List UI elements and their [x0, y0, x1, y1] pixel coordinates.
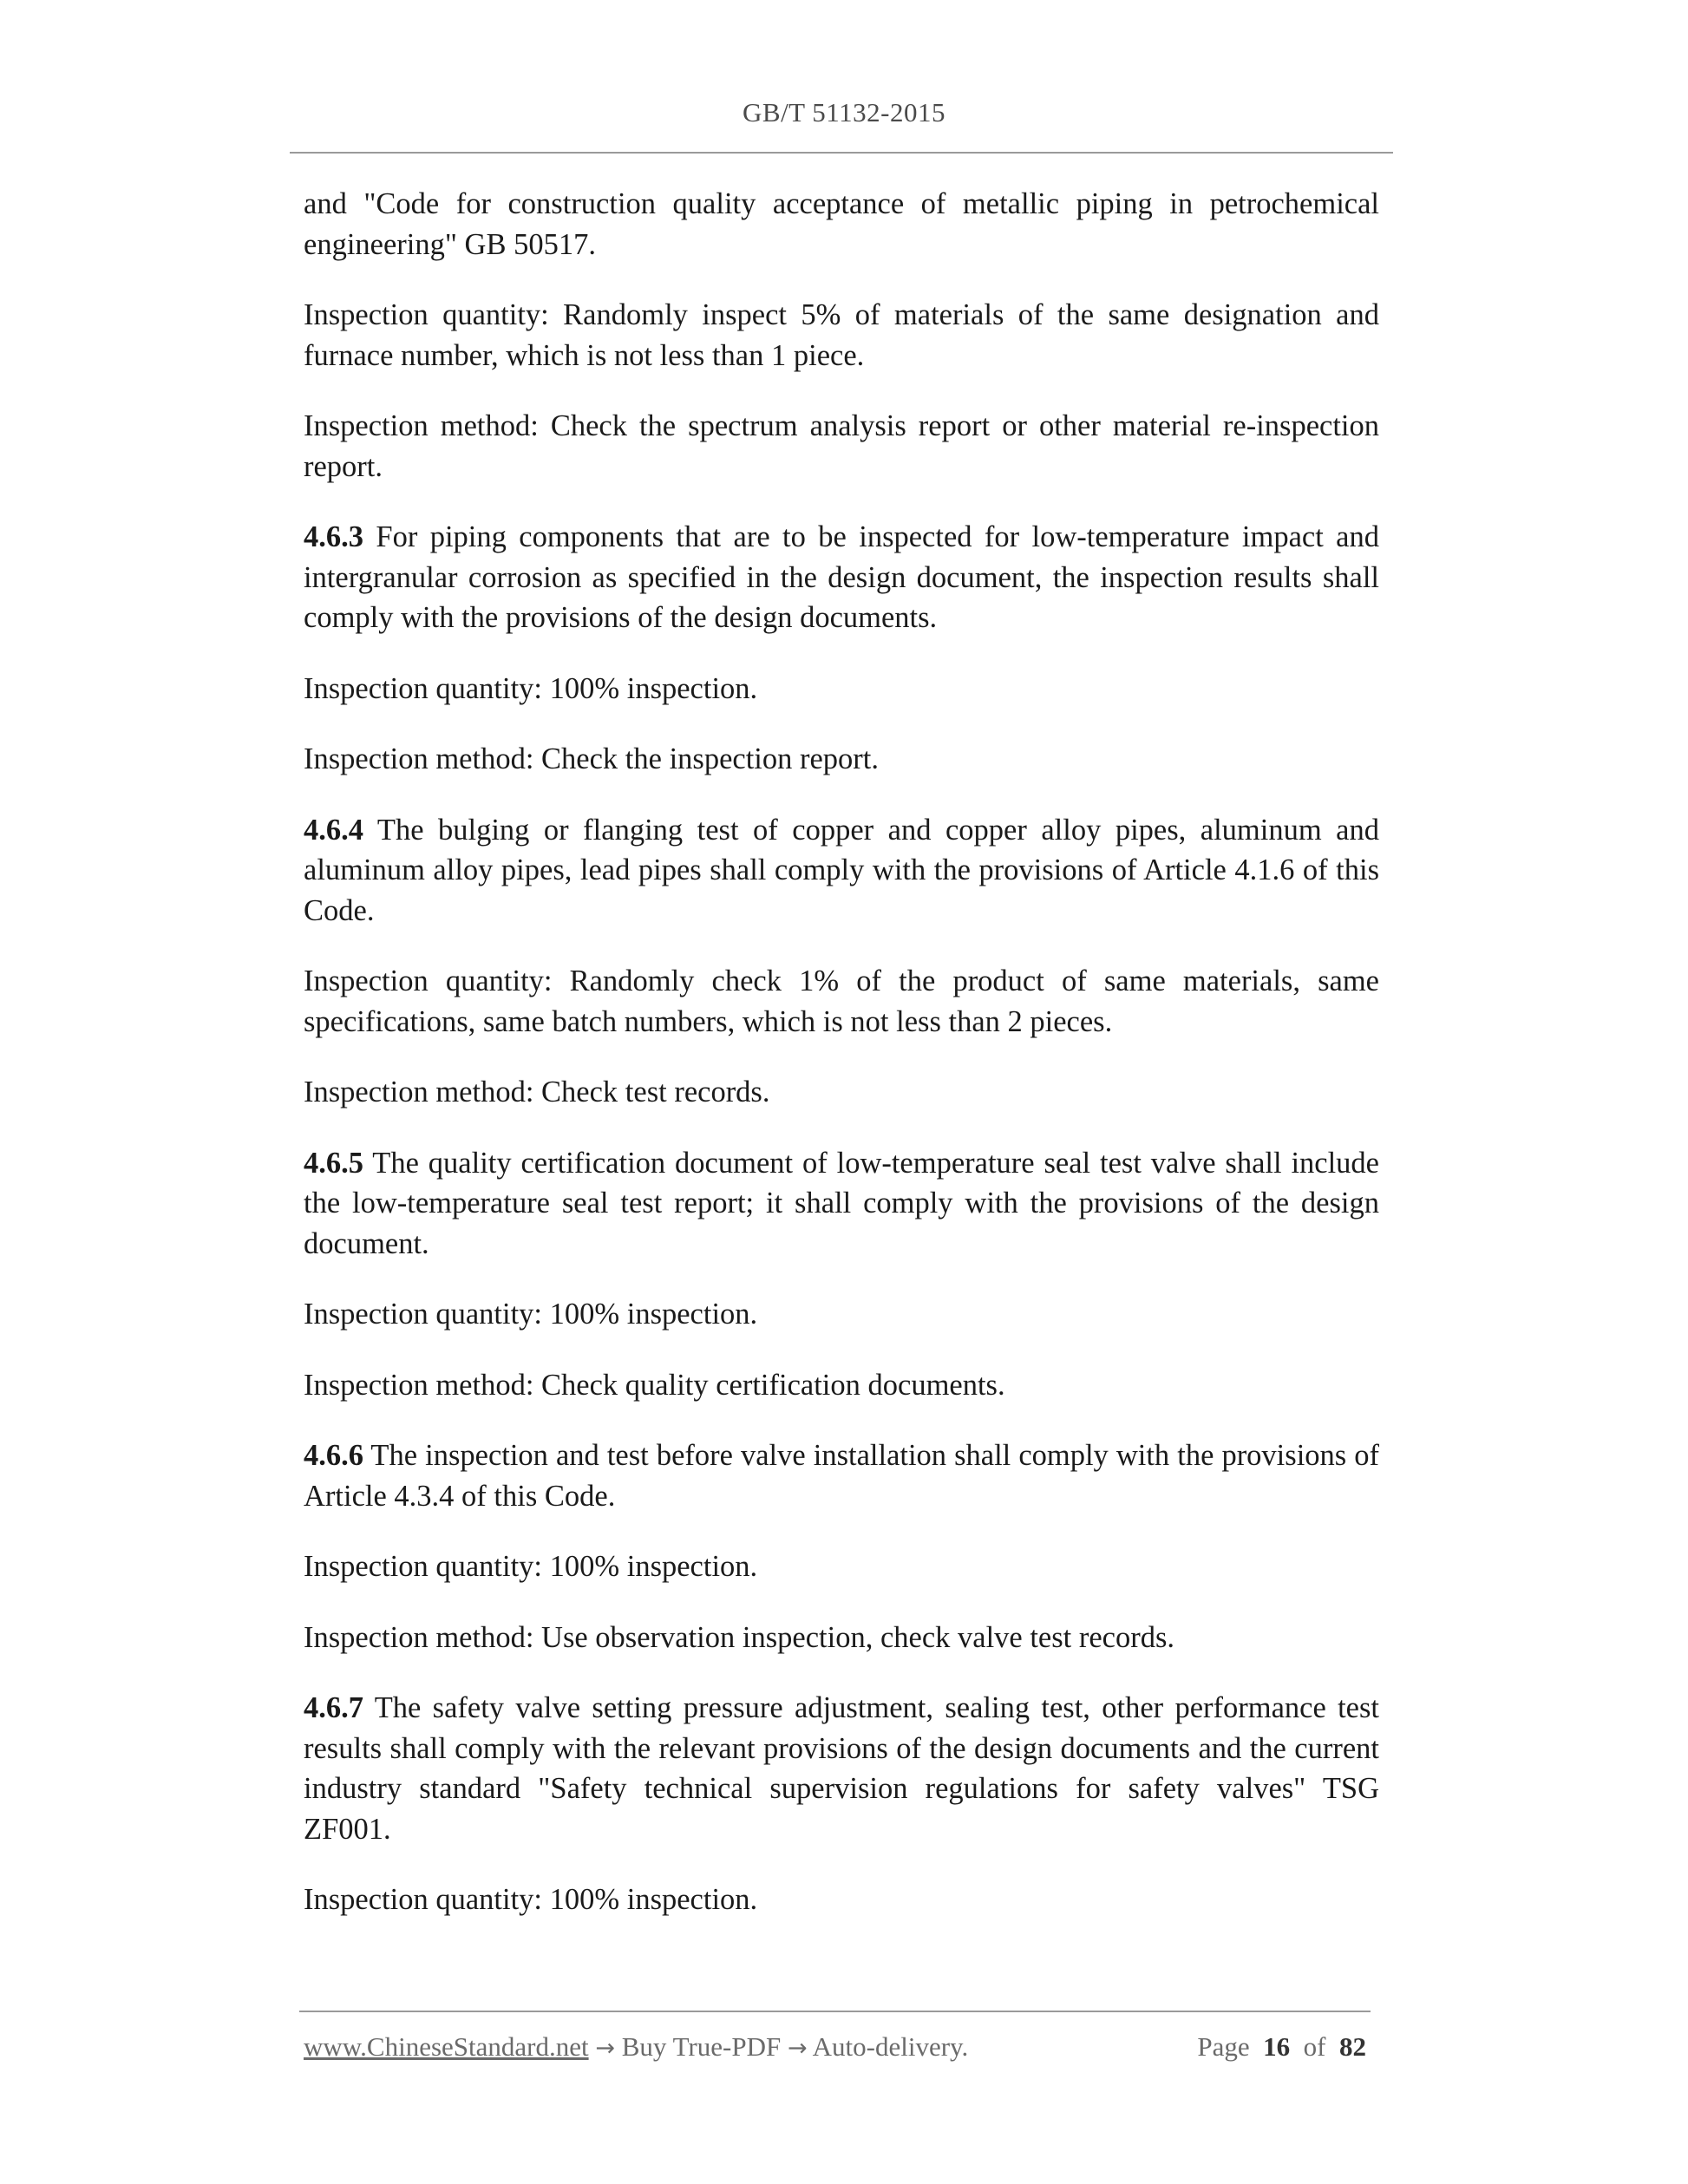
- clause-text: The inspection and test before valve installation shall comply with the provisions of Article 4.3.4 of this Code.: [304, 1439, 1379, 1513]
- clause-number: 4.6.5: [304, 1146, 363, 1180]
- clause-number: 4.6.7: [304, 1691, 363, 1724]
- buy-pdf-text: Buy True-PDF: [621, 2031, 782, 2062]
- clause-4-6-5: [304, 1143, 1379, 1265]
- clause-text: The quality certification document of low-temperature seal test valve shall include the low-temperature seal test report; it shall comply with the provisions of the design document.: [304, 1146, 1379, 1260]
- paragraph: Inspection quantity: 100% inspection.: [304, 1298, 758, 1331]
- paragraph: Inspection quantity: 100% inspection.: [304, 671, 758, 705]
- clause-4-6-4: [304, 810, 1379, 932]
- page-indicator: [1197, 2031, 1366, 2063]
- paragraph: Inspection quantity: Randomly inspect 5% of materials of the same designation and furnace number, which is not less than 1 piece.: [304, 298, 1379, 372]
- paragraph: Inspection method: Check test records.: [304, 1076, 770, 1108]
- clause-text: For piping components that are to be inspected for low-temperature impact and intergranular corrosion as specified in the design document, the inspection results shall comply with the provisions of the design documents.: [304, 520, 1379, 634]
- of-label: of: [1303, 2031, 1326, 2062]
- page-total: 82: [1339, 2031, 1366, 2062]
- footer-divider: [299, 2011, 1371, 2012]
- clause-number: 4.6.4: [304, 813, 363, 847]
- clause-text: The safety valve setting pressure adjustment, sealing test, other performance test results shall comply with the relevant provisions of the design documents and the current industry standard "Safety technical supervision regulations for safety valves" TSG ZF001.: [304, 1691, 1379, 1846]
- paragraph: Inspection method: Check the inspection report.: [304, 742, 879, 775]
- clause-number: 4.6.3: [304, 520, 363, 553]
- clause-number: 4.6.6: [304, 1439, 363, 1472]
- paragraph: Inspection method: Check the spectrum analysis report or other material re-inspection report.: [304, 409, 1379, 483]
- website-link[interactable]: www.ChineseStandard.net: [304, 2031, 589, 2062]
- page-header-title: GB/T 51132-2015: [743, 97, 945, 128]
- arrow-right-icon: →: [787, 2035, 808, 2062]
- paragraph: Inspection method: Use observation inspection, check valve test records.: [304, 1620, 1175, 1654]
- paragraph: Inspection method: Check quality certification documents.: [304, 1368, 1005, 1402]
- clause-4-6-7: [304, 1688, 1379, 1849]
- clause-4-6-6: [304, 1435, 1379, 1516]
- footer-promo: [304, 2031, 968, 2063]
- page-number: 16: [1263, 2031, 1291, 2062]
- paragraph: Inspection quantity: 100% inspection.: [304, 1550, 758, 1583]
- arrow-right-icon: →: [595, 2035, 615, 2062]
- auto-delivery-text: Auto-delivery.: [812, 2031, 969, 2062]
- document-body: [304, 184, 1379, 1951]
- paragraph: Inspection quantity: Randomly check 1% of the product of same materials, same specifications, same batch numbers, which is not less than 2 pieces.: [304, 964, 1379, 1038]
- page-label: Page: [1197, 2031, 1250, 2062]
- clause-4-6-3: [304, 517, 1379, 638]
- clause-text: The bulging or flanging test of copper and copper alloy pipes, aluminum and aluminum alloy pipes, lead pipes shall comply with the provisions of Article 4.1.6 of this Code.: [304, 813, 1379, 927]
- paragraph: and "Code for construction quality acceptance of metallic piping in petrochemical engineering" GB 50517.: [304, 187, 1379, 261]
- header-divider: [290, 152, 1393, 154]
- paragraph: Inspection quantity: 100% inspection.: [304, 1883, 758, 1916]
